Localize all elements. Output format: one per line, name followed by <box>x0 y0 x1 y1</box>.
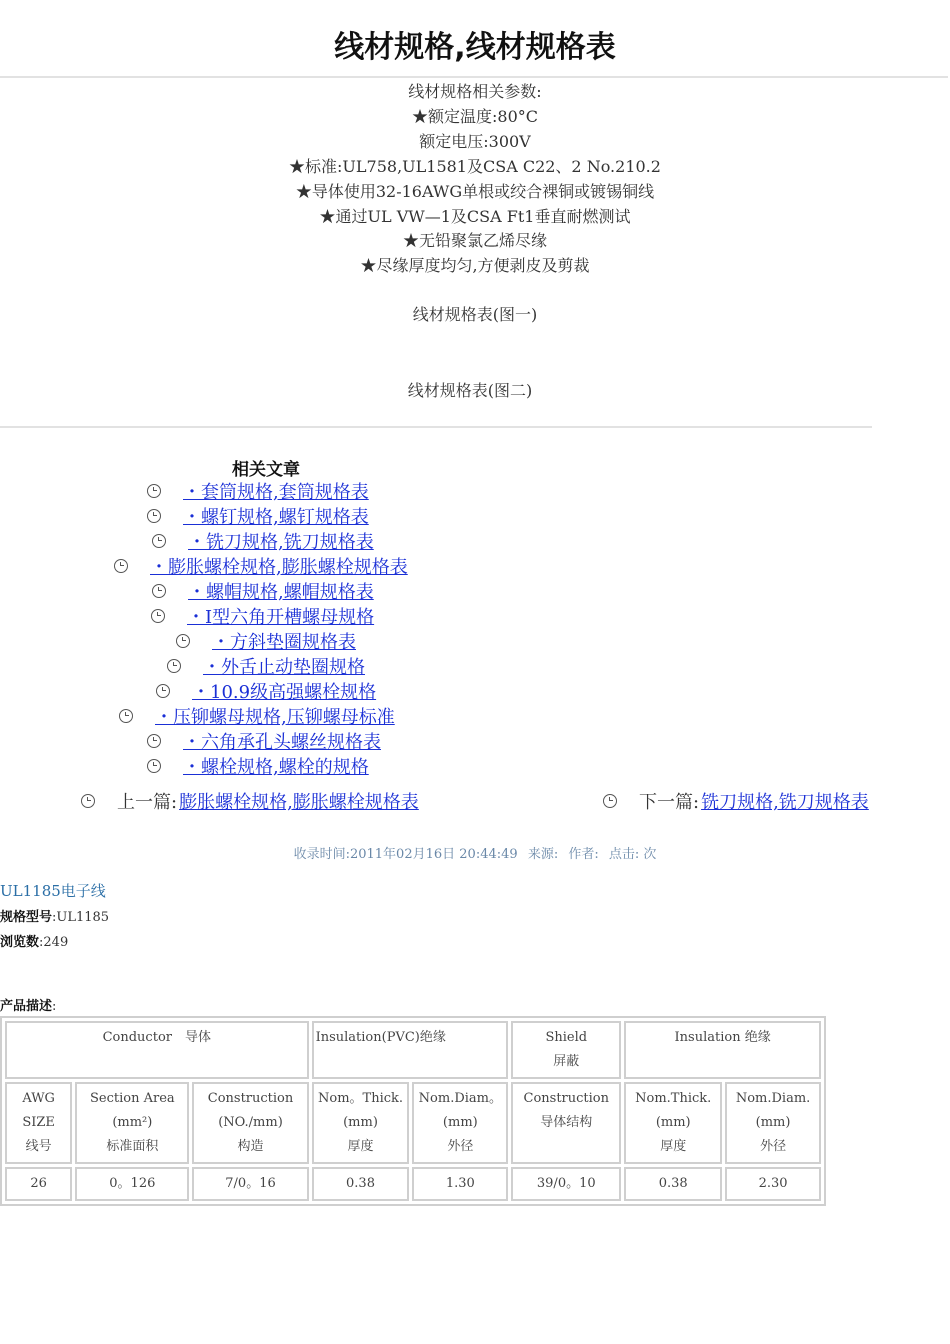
product-title: UL1185电子线 <box>0 882 106 900</box>
column-header: Nom.Thick. (mm) 厚度 <box>624 1082 722 1164</box>
clock-icon <box>147 759 161 773</box>
clock-icon <box>603 794 617 808</box>
description-label: 产品描述 <box>0 999 53 1014</box>
clock-icon <box>152 584 166 598</box>
related-article-item <box>119 704 395 728</box>
related-article-item <box>147 504 369 528</box>
parameter-line: ★额定温度:80°C <box>412 106 538 126</box>
column-header: Section Area (mm²) 标准面积 <box>75 1082 189 1164</box>
clock-icon <box>147 509 161 523</box>
related-article-link[interactable]: ・I型六角开槽螺母规格 <box>187 607 375 628</box>
figure1-caption: 线材规格表(图一) <box>412 305 538 324</box>
next-article-link[interactable]: 铣刀规格,铣刀规格表 <box>701 792 869 813</box>
related-article-item <box>147 729 381 753</box>
clock-icon <box>167 659 181 673</box>
meta-source: 来源: <box>527 847 559 862</box>
header-insulation: Insulation 绝缘 <box>624 1021 821 1079</box>
table-column-header-row <box>5 1082 821 1164</box>
parameter-line: 额定电压:300V <box>419 131 531 151</box>
related-article-link[interactable]: ・套筒规格,套筒规格表 <box>183 482 369 503</box>
parameter-line: 线材规格相关参数: <box>408 82 542 101</box>
column-header: Construction (NO./mm) 构造 <box>192 1082 308 1164</box>
table-cell: 39/0。10 <box>511 1167 621 1201</box>
views-row <box>0 931 68 950</box>
model-value: :UL1185 <box>52 910 110 925</box>
table-row <box>5 1167 821 1201</box>
column-header: Nom。Thick. (mm) 厚度 <box>312 1082 410 1164</box>
table-group-header-row <box>5 1021 821 1079</box>
article-meta <box>0 843 950 862</box>
parameter-line: ★标准:UL758,UL1581及CSA C22、2 No.210.2 <box>289 156 661 176</box>
parameter-line: ★导体使用32-16AWG单根或绞合裸铜或镀锡铜线 <box>295 181 655 201</box>
parameter-line: ★通过UL VW—1及CSA Ft1垂直耐燃测试 <box>319 206 631 226</box>
related-article-link[interactable]: ・螺栓规格,螺栓的规格 <box>183 757 369 778</box>
table-cell: 2.30 <box>725 1167 821 1201</box>
figure2-caption: 线材规格表(图二) <box>407 381 533 400</box>
related-article-link[interactable]: ・外舌止动垫圈规格 <box>203 657 365 678</box>
column-header: Nom.Diam。 (mm) 外径 <box>412 1082 508 1164</box>
table-cell: 0.38 <box>624 1167 722 1201</box>
parameter-line: ★无铅聚氯乙烯尽缘 <box>402 231 547 251</box>
related-article-item <box>114 554 408 578</box>
divider <box>0 426 872 428</box>
prev-label: 上一篇: <box>117 792 178 813</box>
spec-table <box>0 1016 826 1206</box>
clock-icon <box>147 484 161 498</box>
next-label: 下一篇: <box>639 792 700 813</box>
description-colon: : <box>52 999 57 1014</box>
related-article-item <box>151 604 374 628</box>
clock-icon <box>151 609 165 623</box>
parameter-list <box>0 80 950 279</box>
column-header: AWG SIZE 线号 <box>5 1082 72 1164</box>
table-cell: 7/0。16 <box>192 1167 308 1201</box>
header-shield: Shield 屏蔽 <box>511 1021 621 1079</box>
related-articles-heading: 相关文章 <box>232 460 300 480</box>
model-row <box>0 906 109 925</box>
prev-article-link[interactable]: 膨胀螺栓规格,膨胀螺栓规格表 <box>179 792 419 813</box>
related-article-item <box>167 654 365 678</box>
related-article-item <box>147 479 369 503</box>
views-label: 浏览数 <box>0 935 40 950</box>
meta-author: 作者: <box>568 847 599 862</box>
header-conductor: Conductor 导体 <box>5 1021 309 1079</box>
table-cell: 0.38 <box>312 1167 410 1201</box>
page-title: 线材规格,线材规格表 <box>334 30 616 65</box>
table-cell: 0。126 <box>75 1167 189 1201</box>
prev-article <box>81 789 419 813</box>
description-row <box>0 995 56 1014</box>
clock-icon <box>114 559 128 573</box>
parameter-line: ★尽缘厚度均匀,方便剥皮及剪裁 <box>360 256 590 276</box>
related-article-link[interactable]: ・六角承孔头螺丝规格表 <box>183 732 381 753</box>
divider <box>0 76 948 78</box>
related-article-item <box>176 629 356 653</box>
related-article-link[interactable]: ・螺钉规格,螺钉规格表 <box>183 507 369 528</box>
clock-icon <box>176 634 190 648</box>
related-article-item <box>147 754 369 778</box>
header-insulation-pvc: Insulation(PVC)绝缘 <box>312 1021 509 1079</box>
views-value: :249 <box>39 935 69 950</box>
related-article-item <box>156 679 376 703</box>
table-cell: 1.30 <box>412 1167 508 1201</box>
related-article-link[interactable]: ・方斜垫圈规格表 <box>212 632 356 653</box>
meta-clicks: 点击: 次 <box>608 847 657 862</box>
related-article-link[interactable]: ・10.9级高强螺栓规格 <box>192 682 377 703</box>
clock-icon <box>152 534 166 548</box>
model-label: 规格型号 <box>0 910 53 925</box>
clock-icon <box>156 684 170 698</box>
clock-icon <box>119 709 133 723</box>
meta-time: 收录时间:2011年02月16日 20:44:49 <box>293 847 518 862</box>
related-article-link[interactable]: ・压铆螺母规格,压铆螺母标准 <box>155 707 395 728</box>
clock-icon <box>81 794 95 808</box>
next-article <box>603 789 869 813</box>
related-article-item <box>152 579 374 603</box>
related-article-item <box>152 529 374 553</box>
clock-icon <box>147 734 161 748</box>
related-article-link[interactable]: ・螺帽规格,螺帽规格表 <box>188 582 374 603</box>
table-cell: 26 <box>5 1167 72 1201</box>
related-article-link[interactable]: ・膨胀螺栓规格,膨胀螺栓规格表 <box>150 557 408 578</box>
column-header: Construction 导体结构 <box>511 1082 621 1164</box>
related-article-link[interactable]: ・铣刀规格,铣刀规格表 <box>188 532 374 553</box>
column-header: Nom.Diam. (mm) 外径 <box>725 1082 821 1164</box>
